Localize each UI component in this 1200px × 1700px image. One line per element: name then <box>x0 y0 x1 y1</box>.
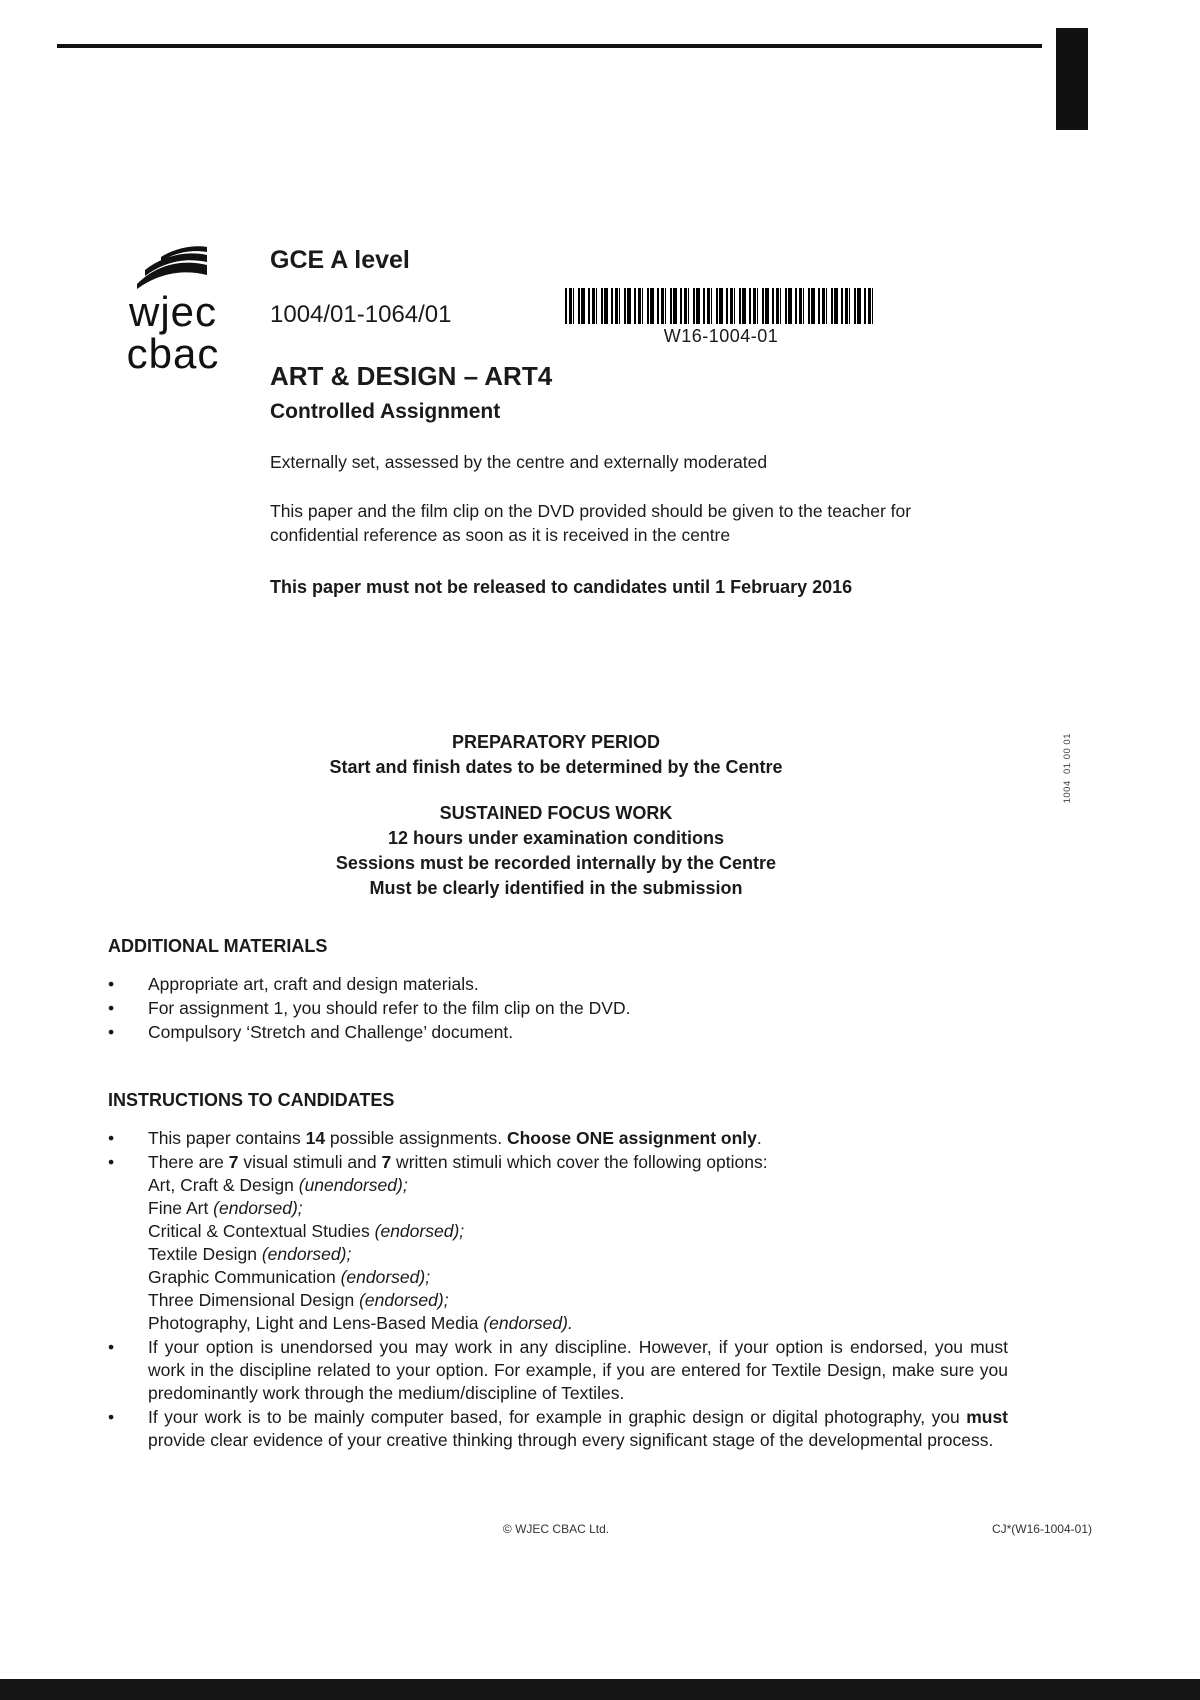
option-three-dimensional-design: Three Dimensional Design (endorsed); <box>148 1290 449 1310</box>
top-rule <box>57 44 1042 48</box>
paper-title: ART & DESIGN – ART4 <box>270 361 553 391</box>
additional-material-3: Compulsory ‘Stretch and Challenge’ document. <box>148 1022 514 1042</box>
bullet-icon <box>108 1151 148 1335</box>
preparatory-period-title: PREPARATORY PERIOD <box>451 732 661 752</box>
footer <box>110 1522 1092 1536</box>
additional-material-2: For assignment 1, you should refer to the film clip on the DVD. <box>148 998 631 1018</box>
list-item <box>108 997 1008 1020</box>
logo-text-wjec: wjec <box>128 288 218 335</box>
instruction-3: If your option is unendorsed you may work in any discipline. However, if your option is endorsed, you must work in the discipline related to your option. For example, if you are entered for Textile Design, make sure you predominantly work through the medium/discipline of Textiles. <box>148 1337 1008 1403</box>
instruction-1: This paper contains 14 possible assignments. Choose ONE assignment only. <box>148 1128 762 1148</box>
list-item <box>108 1406 1008 1452</box>
bullet-icon <box>108 1336 148 1405</box>
focus-line-3: Must be clearly identified in the submission <box>369 878 743 898</box>
instruction-2-lead: There are 7 visual stimuli and 7 written stimuli which cover the following options: <box>148 1152 768 1172</box>
header-block <box>270 246 970 598</box>
list-item <box>108 1151 1008 1335</box>
paper-subtitle: Controlled Assignment <box>270 400 501 423</box>
barcode-label: W16-1004-01 <box>663 326 779 346</box>
instructions-section <box>108 1090 1008 1453</box>
margin-code-line-1: 1004 <box>1062 780 1073 804</box>
list-item <box>108 1336 1008 1405</box>
bullet-icon <box>108 973 148 996</box>
spacer <box>110 780 1002 801</box>
additional-material-1: Appropriate art, craft and design materials. <box>148 974 479 994</box>
additional-materials-section <box>108 936 1008 1045</box>
focus-line-2: Sessions must be recorded internally by the Centre <box>335 853 777 873</box>
bottom-black-bar <box>0 1679 1200 1700</box>
open-book-icon <box>131 246 215 290</box>
margin-code-line-2: 01 00 01 <box>1062 733 1073 774</box>
bullet-icon <box>108 1021 148 1044</box>
bullet-icon <box>108 1127 148 1150</box>
logo-text-cbac: cbac <box>126 330 220 377</box>
option-textile-design: Textile Design (endorsed); <box>148 1244 352 1264</box>
preparatory-period-line: Start and finish dates to be determined by the Centre <box>329 757 783 777</box>
qualification-title: GCE A level <box>270 246 410 274</box>
list-item <box>108 973 1008 996</box>
instruction-4: If your work is to be mainly computer based, for example in graphic design or digital photography, you must provide clear evidence of your creative thinking through every significant stage of the developmental process. <box>148 1407 1008 1450</box>
additional-materials-heading: ADDITIONAL MATERIALS <box>108 936 328 956</box>
instruction-2 <box>148 1151 1008 1335</box>
option-critical-contextual: Critical & Contextual Studies (endorsed); <box>148 1221 465 1241</box>
print-reference: CJ*(W16-1004-01) <box>991 1522 1092 1536</box>
margin-paper-code <box>1062 733 1073 803</box>
sustained-focus-title: SUSTAINED FOCUS WORK <box>439 803 673 823</box>
option-photography: Photography, Light and Lens-Based Media (endorsed). <box>148 1313 573 1333</box>
release-restriction-note: This paper must not be released to candidates until 1 February 2016 <box>270 577 853 597</box>
option-fine-art: Fine Art (endorsed); <box>148 1198 303 1218</box>
bullet-icon <box>108 1406 148 1452</box>
binding-corner-mark <box>1056 28 1088 130</box>
assessment-line: Externally set, assessed by the centre and externally moderated <box>270 452 768 472</box>
instructions-heading: INSTRUCTIONS TO CANDIDATES <box>108 1090 395 1110</box>
exam-info-block <box>110 730 1002 901</box>
copyright-notice: © WJEC CBAC Ltd. <box>502 1522 610 1536</box>
focus-line-1: 12 hours under examination conditions <box>387 828 725 848</box>
option-art-craft-design: Art, Craft & Design (unendorsed); <box>148 1175 408 1195</box>
bullet-icon <box>108 997 148 1020</box>
list-item <box>108 1021 1008 1044</box>
list-item <box>108 1127 1008 1150</box>
paper-code: 1004/01-1064/01 <box>270 301 452 328</box>
wjec-logo <box>108 246 238 376</box>
confidential-note: This paper and the film clip on the DVD provided should be given to the teacher for confidential reference as soon as it is received in the centre <box>270 501 912 545</box>
option-graphic-communication: Graphic Communication (endorsed); <box>148 1267 431 1287</box>
